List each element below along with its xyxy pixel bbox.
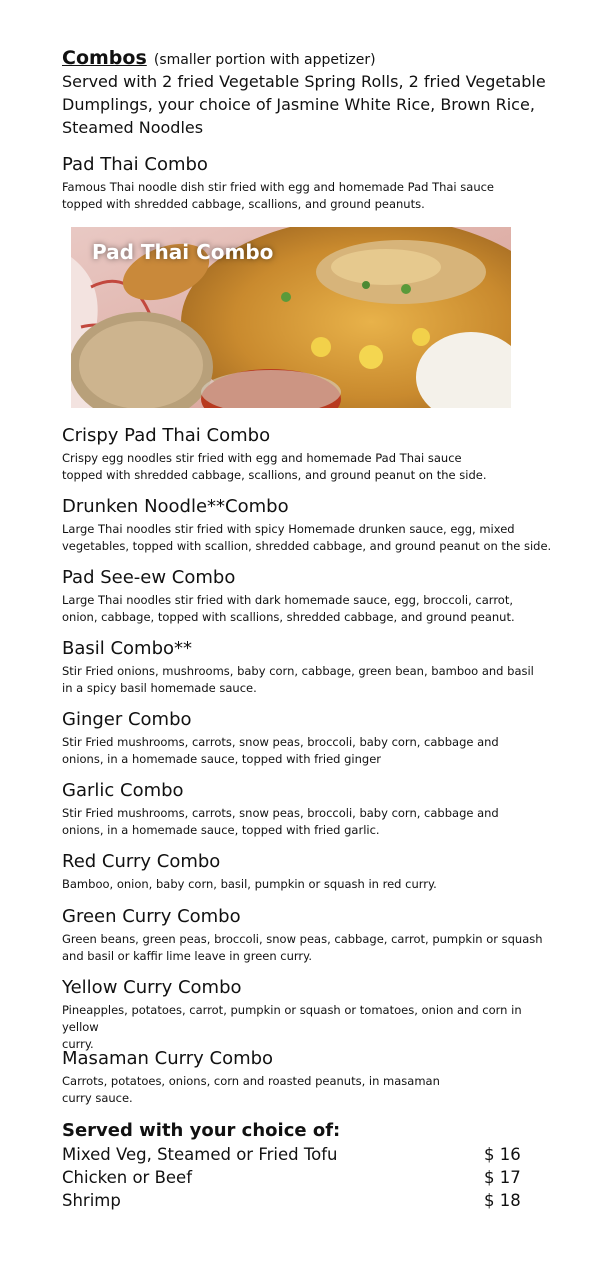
menu-item xyxy=(62,638,562,697)
item-desc-line: Crispy egg noodles stir fried with egg and homemade Pad Thai sauce xyxy=(62,451,462,465)
item-desc-line: onion, cabbage, topped with scallions, shredded cabbage, and ground peanut. xyxy=(62,610,515,624)
option-label: Chicken or Beef xyxy=(62,1168,193,1187)
item-name: Ginger Combo xyxy=(62,709,192,730)
menu-item xyxy=(62,780,562,839)
item-description xyxy=(62,805,562,839)
menu-item xyxy=(62,977,552,1053)
item-name: Pad Thai Combo xyxy=(62,154,208,175)
item-desc-line: in a spicy basil homemade sauce. xyxy=(62,681,257,695)
item-description xyxy=(62,179,562,213)
option-price: $ 16 xyxy=(484,1145,521,1164)
item-description xyxy=(62,1002,552,1053)
item-name: Red Curry Combo xyxy=(62,851,221,872)
menu-item xyxy=(62,709,562,768)
item-desc-line: Famous Thai noodle dish stir fried with egg and homemade Pad Thai sauce xyxy=(62,180,495,194)
item-description xyxy=(62,663,562,697)
item-desc-line: vegetables, topped with scallion, shredded cabbage, and ground peanut on the side. xyxy=(62,539,552,553)
item-desc-line: Bamboo, onion, baby corn, basil, pumpkin or squash in red curry. xyxy=(62,877,437,891)
item-desc-line: topped with shredded cabbage, scallions, and ground peanut on the side. xyxy=(62,468,487,482)
item-desc-line: Stir Fried mushrooms, carrots, snow peas, broccoli, baby corn, cabbage and xyxy=(62,735,499,749)
item-description xyxy=(62,931,562,965)
item-desc-line: Large Thai noodles stir fried with spicy Homemade drunken sauce, egg, mixed xyxy=(62,522,515,536)
option-price: $ 18 xyxy=(484,1191,521,1210)
item-name: Green Curry Combo xyxy=(62,906,241,927)
section-note: (smaller portion with appetizer) xyxy=(153,52,376,68)
item-desc-line: Green beans, green peas, broccoli, snow peas, cabbage, carrot, pumpkin or squash xyxy=(62,932,543,946)
price-row xyxy=(62,1189,522,1212)
item-desc-line: Stir Fried mushrooms, carrots, snow peas, broccoli, baby corn, cabbage and xyxy=(62,806,499,820)
section-description: Served with 2 fried Vegetable Spring Rolls, 2 fried Vegetable Dumplings, your choice of Jasmine White Rice, Brown Rice, Steamed Noodles xyxy=(62,72,546,137)
item-desc-line: Carrots, potatoes, onions, corn and roasted peanuts, in masaman xyxy=(62,1074,440,1088)
item-desc-line: curry sauce. xyxy=(62,1091,133,1105)
item-desc-line: Large Thai noodles stir fried with dark homemade sauce, egg, broccoli, carrot, xyxy=(62,593,513,607)
pad-thai-photo xyxy=(71,227,511,408)
item-desc-line: and basil or kaffir lime leave in green curry. xyxy=(62,949,312,963)
item-name: Garlic Combo xyxy=(62,780,184,801)
item-desc-line: topped with shredded cabbage, scallions, and ground peanuts. xyxy=(62,197,425,211)
item-name: Yellow Curry Combo xyxy=(62,977,242,998)
item-desc-line: Stir Fried onions, mushrooms, baby corn, cabbage, green bean, bamboo and basil xyxy=(62,664,534,678)
section-title: Combos xyxy=(62,47,147,69)
option-label: Shrimp xyxy=(62,1191,121,1210)
menu-item xyxy=(62,906,562,965)
photo-caption: Pad Thai Combo xyxy=(92,240,274,264)
price-row xyxy=(62,1143,522,1166)
item-description xyxy=(62,1073,562,1107)
item-desc-line: curry. xyxy=(62,1037,94,1051)
price-row xyxy=(62,1166,522,1189)
price-list-title: Served with your choice of: xyxy=(62,1120,341,1141)
item-desc-line: onions, in a homemade sauce, topped with fried ginger xyxy=(62,752,382,766)
item-description xyxy=(62,876,562,893)
protein-price-list xyxy=(62,1119,522,1212)
option-price: $ 17 xyxy=(484,1168,521,1187)
menu-item xyxy=(62,496,562,555)
item-description xyxy=(62,521,562,555)
item-desc-line: Pineapples, potatoes, carrot, pumpkin or squash or tomatoes, onion and corn in yellow xyxy=(62,1003,522,1034)
item-desc-line: onions, in a homemade sauce, topped with fried garlic. xyxy=(62,823,380,837)
item-description xyxy=(62,592,562,626)
menu-item xyxy=(62,154,562,213)
menu-item xyxy=(62,567,562,626)
item-name: Pad See-ew Combo xyxy=(62,567,236,588)
item-description xyxy=(62,734,562,768)
menu-item xyxy=(62,851,562,893)
combos-header xyxy=(62,47,582,139)
item-name: Drunken Noodle**Combo xyxy=(62,496,289,517)
item-name: Basil Combo** xyxy=(62,638,193,659)
option-label: Mixed Veg, Steamed or Fried Tofu xyxy=(62,1145,338,1164)
item-name: Masaman Curry Combo xyxy=(62,1048,274,1069)
menu-item xyxy=(62,1048,562,1107)
item-description xyxy=(62,450,562,484)
item-name: Crispy Pad Thai Combo xyxy=(62,425,271,446)
menu-item xyxy=(62,425,562,484)
